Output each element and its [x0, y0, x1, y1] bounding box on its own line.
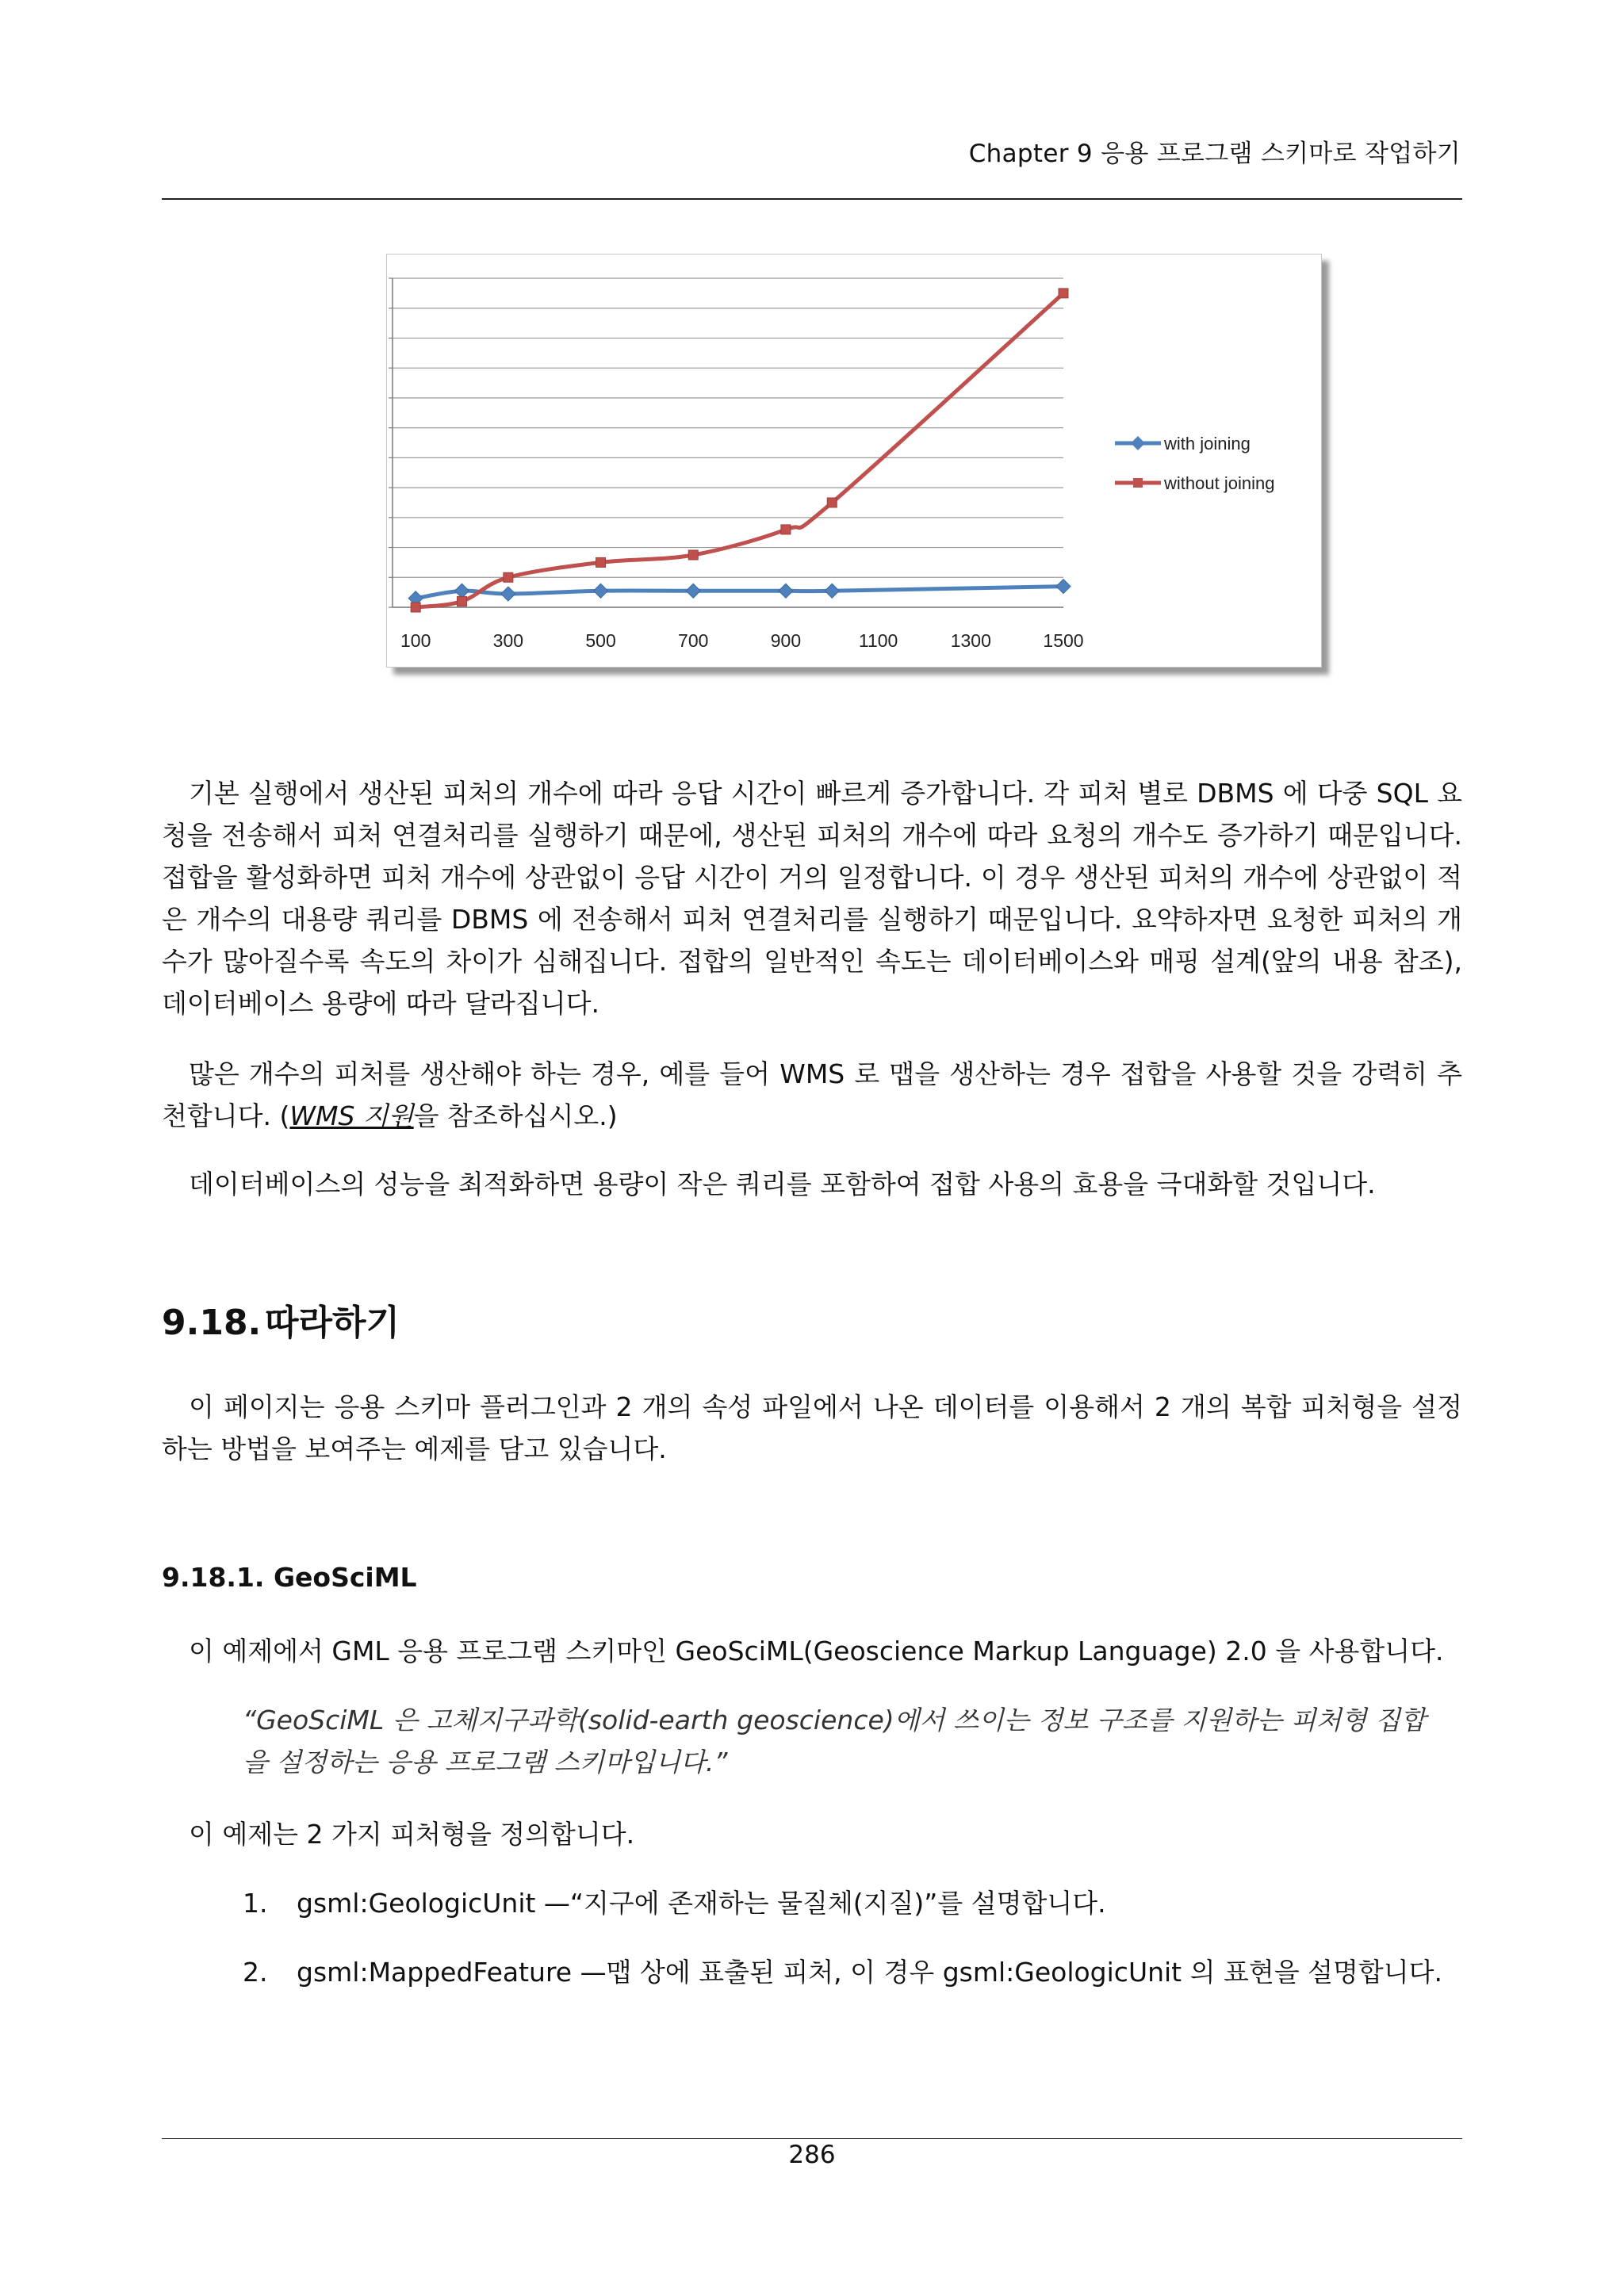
subsection-heading: 9.18.1. GeoSciML — [162, 1562, 417, 1593]
paragraph-feature-types: 이 예제는 2 가지 피처형을 정의합니다. — [189, 1819, 635, 1850]
list-number: 2. — [243, 1957, 268, 1988]
chart-x-tick-label: 1300 — [950, 630, 991, 651]
chart-x-tick-label: 1500 — [1043, 630, 1084, 651]
paragraph-geosciml-intro: 이 예제에서 GML 응용 프로그램 스키마인 GeoSciML(Geoscience Markup Language) 2.0 을 사용합니다. — [189, 1636, 1444, 1667]
chart-point — [458, 596, 467, 606]
paragraph-tutorial-intro: 이 페이지는 응용 스키마 플러그인과 2 개의 속성 파일에서 나온 데이터를 이용해서 2 개의 복합 피처형을 설정하는 방법을 보여주는 예제를 담고 있습니다. — [162, 1391, 1462, 1464]
legend-label: without joining — [1164, 473, 1275, 493]
list-item — [243, 1951, 1442, 1993]
chart-point — [827, 498, 837, 507]
legend-label: with joining — [1164, 434, 1251, 453]
chart-point — [594, 584, 608, 598]
chart-point — [501, 587, 515, 601]
list-item — [243, 1882, 1106, 1924]
chart-point — [1056, 580, 1071, 594]
list-text: gsml:MappedFeature —맵 상에 표출된 피처, 이 경우 gsml:GeologicUnit 의 표현을 설명합니다. — [297, 1957, 1442, 1988]
chart-point — [688, 550, 698, 560]
chart-x-tick-label: 900 — [770, 630, 802, 651]
footer-rule — [162, 2138, 1462, 2139]
list-text: gsml:GeologicUnit —“지구에 존재하는 물질체(지질)”를 설명합니다. — [297, 1888, 1106, 1919]
chart-x-tick-label: 500 — [585, 630, 616, 651]
chart-point — [596, 557, 606, 567]
chart-point — [455, 584, 469, 598]
geosciml-quote: “GeoSciML 은 고체지구과학(solid-earth geoscience)에서 쓰이는 정보 구조를 지원하는 피처형 집합을 설정하는 응용 프로그램 스키마입니다.” — [243, 1705, 1426, 1777]
list-number: 1. — [243, 1888, 268, 1919]
legend-swatch-marker — [1133, 478, 1143, 488]
chart-point — [411, 603, 420, 612]
page-number: 286 — [788, 2141, 836, 2169]
section-heading — [162, 1294, 400, 1345]
chart-point — [825, 584, 839, 598]
chart-svg — [387, 254, 1321, 667]
paragraph-text: 많은 개수의 피처를 생산해야 하는 경우, 예를 들어 WMS 로 맵을 생산하는 경우 접합을 사용할 것을 강력히 추천합니다. ( — [162, 1058, 1462, 1131]
paragraph-join-performance: 기본 실행에서 생산된 피처의 개수에 따라 응답 시간이 빠르게 증가합니다. 각 피처 별로 DBMS 에 다중 SQL 요청을 전송해서 피처 연결처리를 실행하기 때문에, 생산된 피처의 개수에 따라 요청의 개수도 증가하기 때문입니다. 접합을 활성화하면 피처 개수에 상관없이 응답 시간이 거의 일정합니다. 이 경우 생산된 피처의 개수에 상관없이 적은 개수의 대용량 쿼리를 DBMS 에 전송해서 피처 연결처리를 실행하기 때문입니다. 요약하자면 요청한 피처의 개수가 많아질수록 속도의 차이가 심해집니다. 접합의 일반적인 속도는 데이터베이스와 매핑 설계(앞의 내용 참조), 데이터베이스 용량에 따라 달라집니다. — [162, 778, 1462, 1019]
chart-point — [1059, 289, 1068, 298]
legend-swatch-marker — [1131, 436, 1145, 450]
chart-x-tick-label: 100 — [400, 630, 431, 651]
response-time-chart — [386, 254, 1322, 668]
chart-series-line — [416, 293, 1063, 607]
paragraph-text: 을 참조하십시오.) — [413, 1100, 618, 1131]
chart-x-tick-label: 700 — [678, 630, 709, 651]
header-rule — [162, 198, 1462, 200]
chart-point — [781, 525, 791, 534]
running-header: Chapter 9 응용 프로그램 스키마로 작업하기 — [968, 140, 1461, 168]
paragraph-db-optimization: 데이터베이스의 성능을 최적화하면 용량이 작은 쿼리를 포함하여 접합 사용의 효용을 극대화할 것입니다. — [189, 1169, 1376, 1200]
chart-point — [686, 584, 700, 598]
wms-support-link[interactable]: WMS 지원 — [289, 1100, 414, 1131]
section-title: 따라하기 — [265, 1303, 400, 1343]
chart-point — [504, 572, 513, 582]
chart-point — [779, 584, 793, 598]
chart-x-tick-label: 300 — [492, 630, 524, 651]
paragraph-wms-recommendation — [162, 1053, 1462, 1137]
section-number: 9.18. — [162, 1303, 262, 1343]
chart-x-tick-label: 1100 — [858, 630, 898, 651]
